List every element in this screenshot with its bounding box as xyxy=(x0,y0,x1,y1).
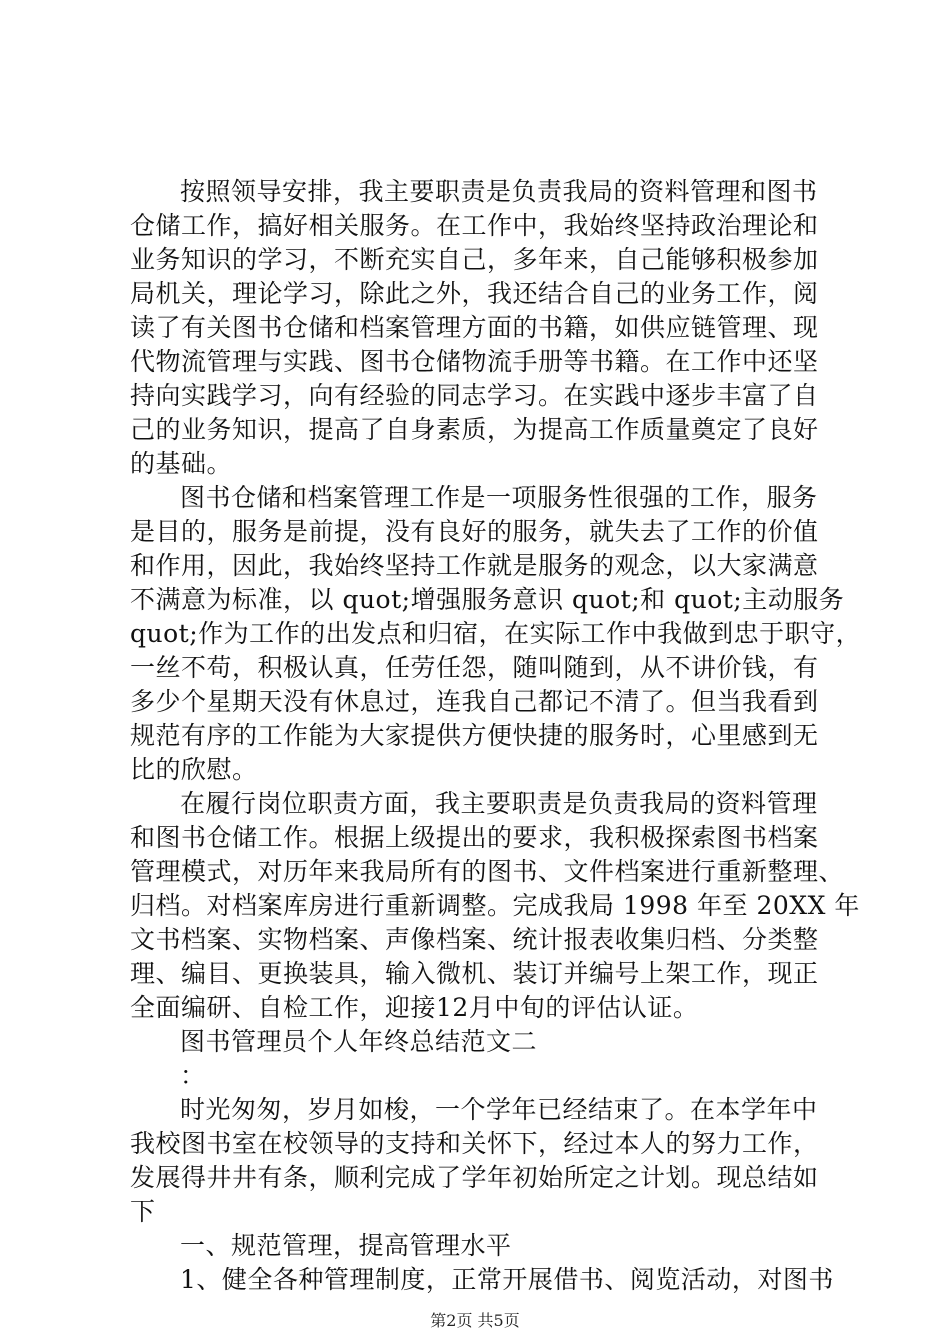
paragraph-3-line-5: 文书档案、实物档案、声像档案、统计报表收集归档、分类整 xyxy=(130,925,819,954)
paragraph-2-line-8: 规范有序的工作能为大家提供方便快捷的服务时，心里感到无 xyxy=(130,721,819,750)
paragraph-4-line-1: 时光匆匆，岁月如梭，一个学年已经结束了。在本学年中 xyxy=(180,1095,818,1124)
paragraph-3-line-4: 归档。对档案库房进行重新调整。完成我局 1998 年至 20XX 年 xyxy=(130,891,860,920)
paragraph-3-line-1: 在履行岗位职责方面，我主要职责是负责我局的资料管理 xyxy=(180,789,818,818)
paragraph-2-line-9: 比的欣慰。 xyxy=(130,755,258,784)
paragraph-1-line-5: 读了有关图书仓储和档案管理方面的书籍，如供应链管理、现 xyxy=(130,313,819,342)
paragraph-2-line-6: 一丝不苟，积极认真，任劳任怨，随叫随到，从不讲价钱，有 xyxy=(130,653,819,682)
paragraph-2-line-3: 和作用，因此，我始终坚持工作就是服务的观念，以大家满意 xyxy=(130,551,819,580)
page-footer: 第2页 共5页 xyxy=(430,1311,520,1330)
paragraph-2-line-4: 不满意为标准，以 quot;增强服务意识 quot;和 quot;主动服务 xyxy=(130,585,845,614)
paragraph-1-line-1: 按照领导安排，我主要职责是负责我局的资料管理和图书 xyxy=(180,177,818,206)
paragraph-1-line-7: 持向实践学习，向有经验的同志学习。在实践中逐步丰富了自 xyxy=(130,381,819,410)
section-heading-colon: ： xyxy=(180,1061,206,1090)
paragraph-4-line-2: 我校图书室在校领导的支持和关怀下，经过本人的努力工作， xyxy=(130,1129,819,1158)
paragraph-2-line-7: 多少个星期天没有休息过，连我自己都记不清了。但当我看到 xyxy=(130,687,819,716)
paragraph-1-line-2: 仓储工作，搞好相关服务。在工作中，我始终坚持政治理论和 xyxy=(130,211,819,240)
paragraph-1-line-3: 业务知识的学习，不断充实自己，多年来，自己能够积极参加 xyxy=(130,245,819,274)
subheading-1: 一、规范管理，提高管理水平 xyxy=(180,1231,512,1260)
paragraph-4-line-3: 发展得井井有条，顺利完成了学年初始所定之计划。现总结如 xyxy=(130,1163,819,1192)
paragraph-1-line-8: 己的业务知识，提高了自身素质，为提高工作质量奠定了良好 xyxy=(130,415,819,444)
paragraph-4-line-4: 下 xyxy=(130,1197,156,1226)
paragraph-2-line-1: 图书仓储和档案管理工作是一项服务性很强的工作，服务 xyxy=(180,483,818,512)
paragraph-3-line-6: 理、编目、更换装具，输入微机、装订并编号上架工作，现正 xyxy=(130,959,819,988)
paragraph-2-line-2: 是目的，服务是前提，没有良好的服务，就失去了工作的价值 xyxy=(130,517,819,546)
paragraph-1-line-6: 代物流管理与实践、图书仓储物流手册等书籍。在工作中还坚 xyxy=(130,347,819,376)
paragraph-2-line-5: quot;作为工作的出发点和归宿，在实际工作中我做到忠于职守， xyxy=(130,619,862,648)
paragraph-1-line-4: 局机关，理论学习，除此之外，我还结合自己的业务工作，阅 xyxy=(130,279,819,308)
section-heading: 图书管理员个人年终总结范文二 xyxy=(180,1027,538,1056)
paragraph-3-line-7: 全面编研、自检工作，迎接12月中旬的评估认证。 xyxy=(130,993,699,1022)
paragraph-3-line-2: 和图书仓储工作。根据上级提出的要求，我积极探索图书档案 xyxy=(130,823,819,852)
item-1-line-1: 1、健全各种管理制度，正常开展借书、阅览活动，对图书 xyxy=(180,1265,834,1294)
paragraph-3-line-3: 管理模式，对历年来我局所有的图书、文件档案进行重新整理、 xyxy=(130,857,845,886)
paragraph-1-line-9: 的基础。 xyxy=(130,449,233,478)
